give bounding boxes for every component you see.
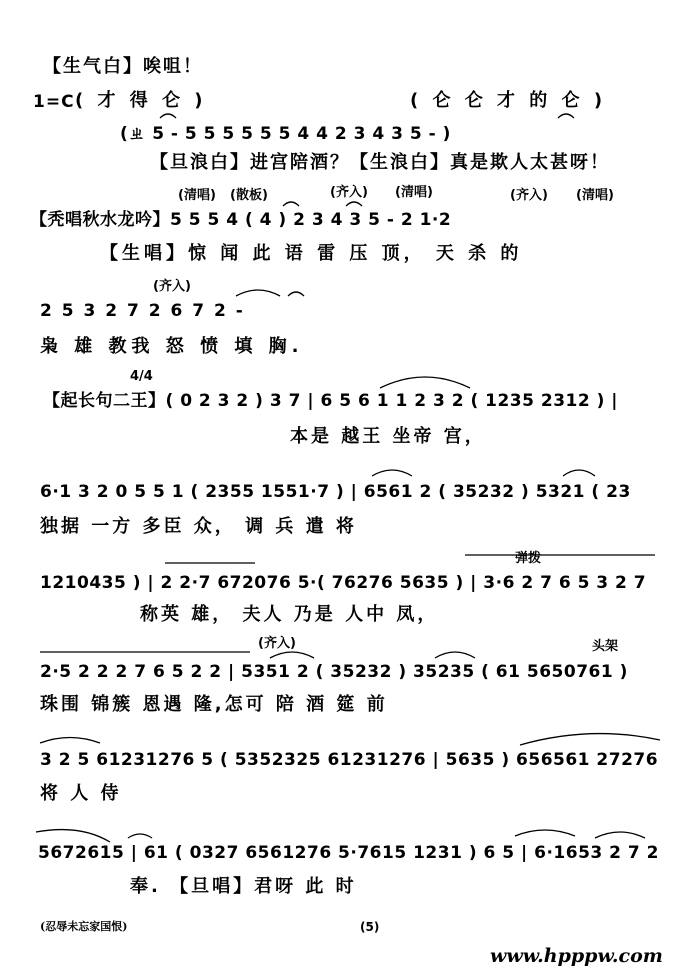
notation-line-9: 【起长句二王】( 0 2 3 2 ) 3 7 | 6 5 6 1 1 2 3 2 ( 1235 2312 ) | [43, 391, 619, 411]
notation-line-3: (ㄓ 5 - 5 5 5 5 5 5 4 4 2 3 4 3 5 - ) [120, 124, 451, 144]
mark-qiru-2: (齐入) [510, 188, 548, 203]
watermark-url: www.hpppw.com [490, 945, 663, 967]
key-signature: 1=C [33, 92, 75, 112]
lyric-line-14: 称英 雄， 夫人 乃是 人中 凤， [140, 604, 439, 625]
lyric-line-20: 奉. 【旦唱】君呀 此 时 [130, 876, 357, 897]
percussion-left: ( 才 得 仑 ) [75, 90, 207, 111]
lyric-line-12: 独据 一方 多臣 众， 调 兵 遣 将 [40, 516, 357, 537]
mark-qingchang-1: (清唱) [178, 188, 216, 203]
notation-line-15: 2·5 2 2 2 7 6 5 2 2 | 5351 2 ( 35232 ) 35235 ( 61 5650761 ) [40, 662, 628, 682]
mark-tanbo: 弹拨 [515, 551, 542, 566]
notation-line-5: 【秃唱秋水龙吟】5 5 5 4 ( 4 ) 2 3 4 3 5 - 2 1·2 [30, 210, 452, 230]
page-number: (5) [360, 920, 380, 934]
spoken-line-1: 【生气白】唉咀！ [43, 56, 203, 77]
mark-qiru-4: (齐入) [258, 636, 296, 651]
mark-qiru-1: (齐入) [330, 185, 368, 200]
percussion-right: ( 仑 仑 才 的 仑 ) [410, 90, 607, 111]
mark-qingchang-3: (清唱) [576, 188, 614, 203]
time-signature: 4/4 [130, 369, 153, 384]
notation-line-13: 1210435 ) | 2 2·7 672076 5·( 76276 5635 ) | 3·6 2 7 6 5 3 2 7 [40, 573, 647, 593]
notation-line-7: 2 5 3 2 7 2 6 7 2 - [40, 301, 245, 321]
notation-line-19: 5672615 | 61 ( 0327 6561276 5·7615 1231 ) 6 5 | 6·1653 2 7 2 [38, 843, 659, 863]
lyric-line-8: 枭 雄 教我 怒 愤 填 胸. [40, 336, 304, 357]
spoken-line-4: 【旦浪白】进宫陪酒？【生浪白】真是欺人太甚呀！ [150, 152, 610, 173]
lyric-line-6: 【生唱】惊 闻 此 语 雷 压 顶， 天 杀 的 [100, 243, 523, 264]
notation-line-17: 3 2 5 61231276 5 ( 5352325 61231276 | 5635 ) 656561 27276 [40, 750, 659, 770]
notation-line-11: 6·1 3 2 0 5 5 1 ( 2355 1551·7 ) | 6561 2 ( 35232 ) 5321 ( 23 [40, 482, 631, 502]
lyric-line-16: 珠围 锦簇 恩遇 隆,怎可 陪 酒 筵 前 [40, 694, 388, 715]
lyric-line-18: 将 人 侍 [40, 783, 122, 804]
mark-qiru-3: (齐入) [153, 279, 191, 294]
mark-sanban: (散板) [230, 188, 268, 203]
lyric-line-10: 本是 越王 坐帝 宫， [290, 426, 486, 447]
footer-subtitle: (忍辱未忘家国恨) [40, 920, 128, 933]
mark-toujia: 头架 [592, 639, 619, 654]
mark-qingchang-2: (清唱) [395, 185, 433, 200]
